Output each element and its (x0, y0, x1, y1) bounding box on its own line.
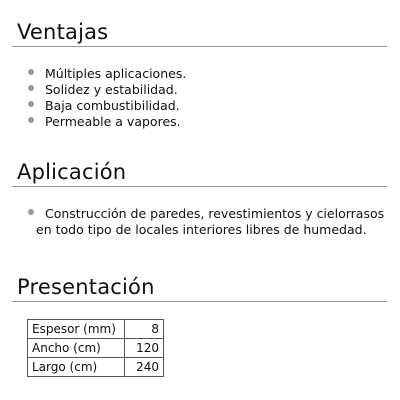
presentacion-divider (12, 301, 387, 302)
table-row (28, 320, 164, 339)
ventajas-heading: Ventajas (17, 20, 109, 44)
table-cell-label: Espesor (mm) (28, 320, 125, 339)
presentacion-heading: Presentación (17, 275, 155, 299)
bullet-icon (28, 69, 34, 75)
aplicacion-paragraph (28, 206, 385, 238)
list-item-text: Baja combustibilidad. (45, 98, 180, 113)
table-cell-value: 120 (125, 339, 164, 358)
list-item-text: Solidez y estabilidad. (45, 82, 178, 97)
list-item (28, 82, 186, 98)
bullet-icon (28, 117, 34, 123)
ventajas-list (28, 66, 186, 130)
ventajas-divider (12, 46, 387, 47)
bullet-icon (28, 101, 34, 107)
bullet-icon (28, 209, 34, 215)
list-item (28, 114, 186, 130)
list-item-text: Permeable a vapores. (45, 114, 181, 129)
table-cell-label: Largo (cm) (28, 358, 125, 377)
list-item-text: Múltiples aplicaciones. (45, 66, 187, 81)
table-cell-value: 240 (125, 358, 164, 377)
list-item (28, 98, 186, 114)
table-row (28, 339, 164, 358)
presentacion-table (27, 319, 164, 377)
aplicacion-heading: Aplicación (17, 160, 127, 184)
table-cell-label: Ancho (cm) (28, 339, 125, 358)
aplicacion-text-line-2: en todo tipo de locales interiores libres de humedad. (36, 222, 367, 237)
table-cell-value: 8 (125, 320, 164, 339)
bullet-icon (28, 85, 34, 91)
aplicacion-text-line-1: Construcción de paredes, revestimientos y cielorrasos (45, 206, 385, 221)
aplicacion-divider (12, 186, 387, 187)
table-row (28, 358, 164, 377)
list-item (28, 66, 186, 82)
